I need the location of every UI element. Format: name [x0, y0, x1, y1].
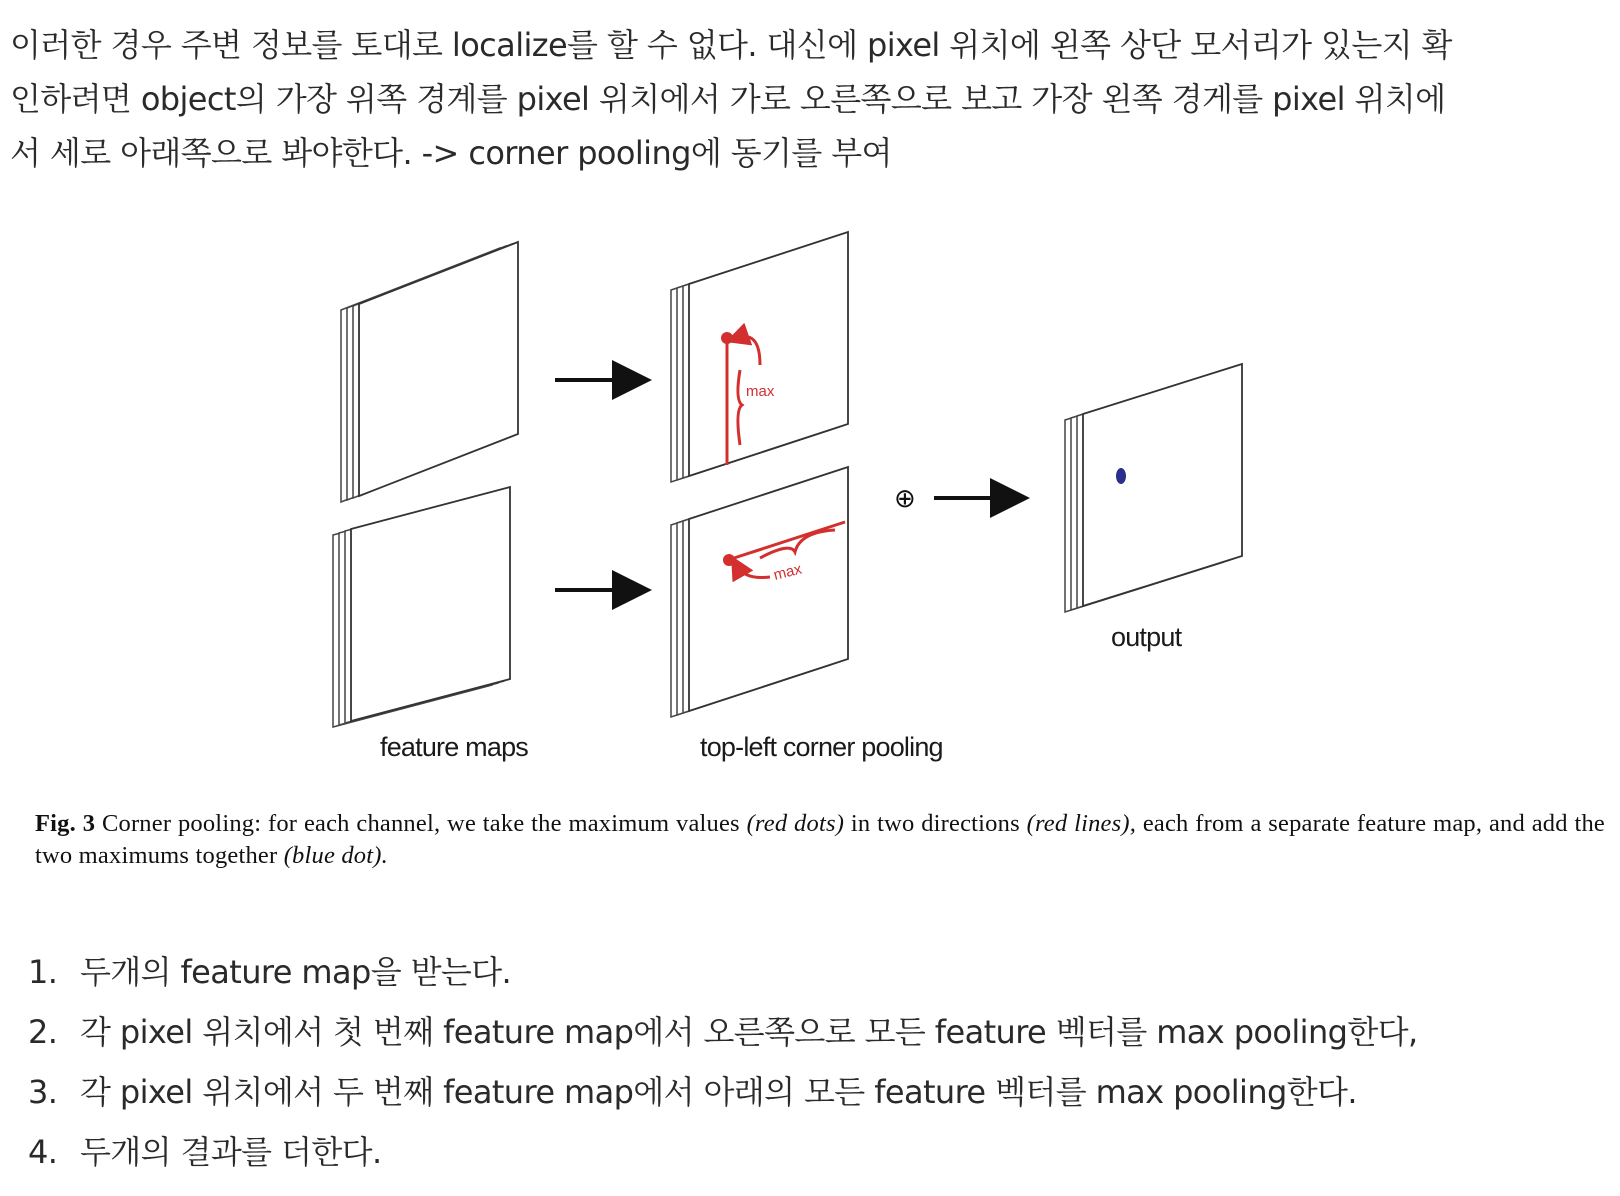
caption-italic: (red dots): [746, 810, 845, 837]
feature-map-stack-top: [341, 242, 518, 502]
intro-paragraph: [10, 18, 1605, 180]
list-item-number: 3.: [28, 1073, 58, 1111]
blue-dot: [1116, 468, 1126, 484]
caption-text: Corner pooling: for each channel, we take the maximum values: [101, 810, 740, 837]
figure-caption: [35, 808, 1605, 872]
caption-italic: (red lines),: [1026, 810, 1137, 837]
label-output: output: [1111, 622, 1182, 652]
steps-list: [28, 942, 1418, 1182]
label-feature-maps: feature maps: [380, 732, 528, 762]
corner-pooling-figure: [0, 230, 1620, 790]
pooling-stack-bottom: [671, 467, 848, 717]
red-dot-bottom: [723, 554, 735, 566]
list-item: [28, 942, 1418, 1002]
max-label-horizontal: max: [771, 560, 804, 584]
output-stack: [1065, 364, 1242, 612]
sum-symbol: ⊕: [894, 484, 916, 514]
intro-line: 인하려면 object의 가장 위쪽 경계를 pixel 위치에서 가로 오른쪽으로 보고 가장 왼쪽 경게를 pixel 위치에: [10, 80, 1446, 118]
feature-map-stack-bottom: [333, 487, 510, 727]
caption-fig-label: Fig. 3: [35, 810, 96, 837]
list-item-number: 4.: [28, 1133, 58, 1171]
caption-italic: (blue dot).: [283, 842, 388, 869]
list-item-text: 각 pixel 위치에서 두 번째 feature map에서 아래의 모든 feature 벡터를 max pooling한다.: [80, 1073, 1357, 1111]
list-item-number: 2.: [28, 1013, 58, 1051]
list-item: [28, 1002, 1418, 1062]
intro-line: 서 세로 아래쪽으로 봐야한다. -> corner pooling에 동기를 부여: [10, 134, 892, 172]
list-item: [28, 1122, 1418, 1182]
label-top-left-corner-pooling: top-left corner pooling: [700, 732, 943, 762]
list-item-text: 각 pixel 위치에서 첫 번째 feature map에서 오른쪽으로 모든 feature 벡터를 max pooling한다,: [80, 1013, 1418, 1051]
list-item-text: 두개의 결과를 더한다.: [80, 1133, 382, 1171]
list-item-text: 두개의 feature map을 받는다.: [80, 953, 512, 991]
pooling-stack-top: [671, 232, 848, 482]
list-item: [28, 1062, 1418, 1122]
intro-line: 이러한 경우 주변 정보를 토대로 localize를 할 수 없다. 대신에 pixel 위치에 왼쪽 상단 모서리가 있는지 확: [10, 26, 1452, 64]
max-label-vertical: max: [746, 383, 775, 400]
caption-text: in two directions: [850, 810, 1020, 837]
caption-text: each from a separate feature map, and add the two maximums together: [35, 810, 1605, 869]
list-item-number: 1.: [28, 953, 58, 991]
